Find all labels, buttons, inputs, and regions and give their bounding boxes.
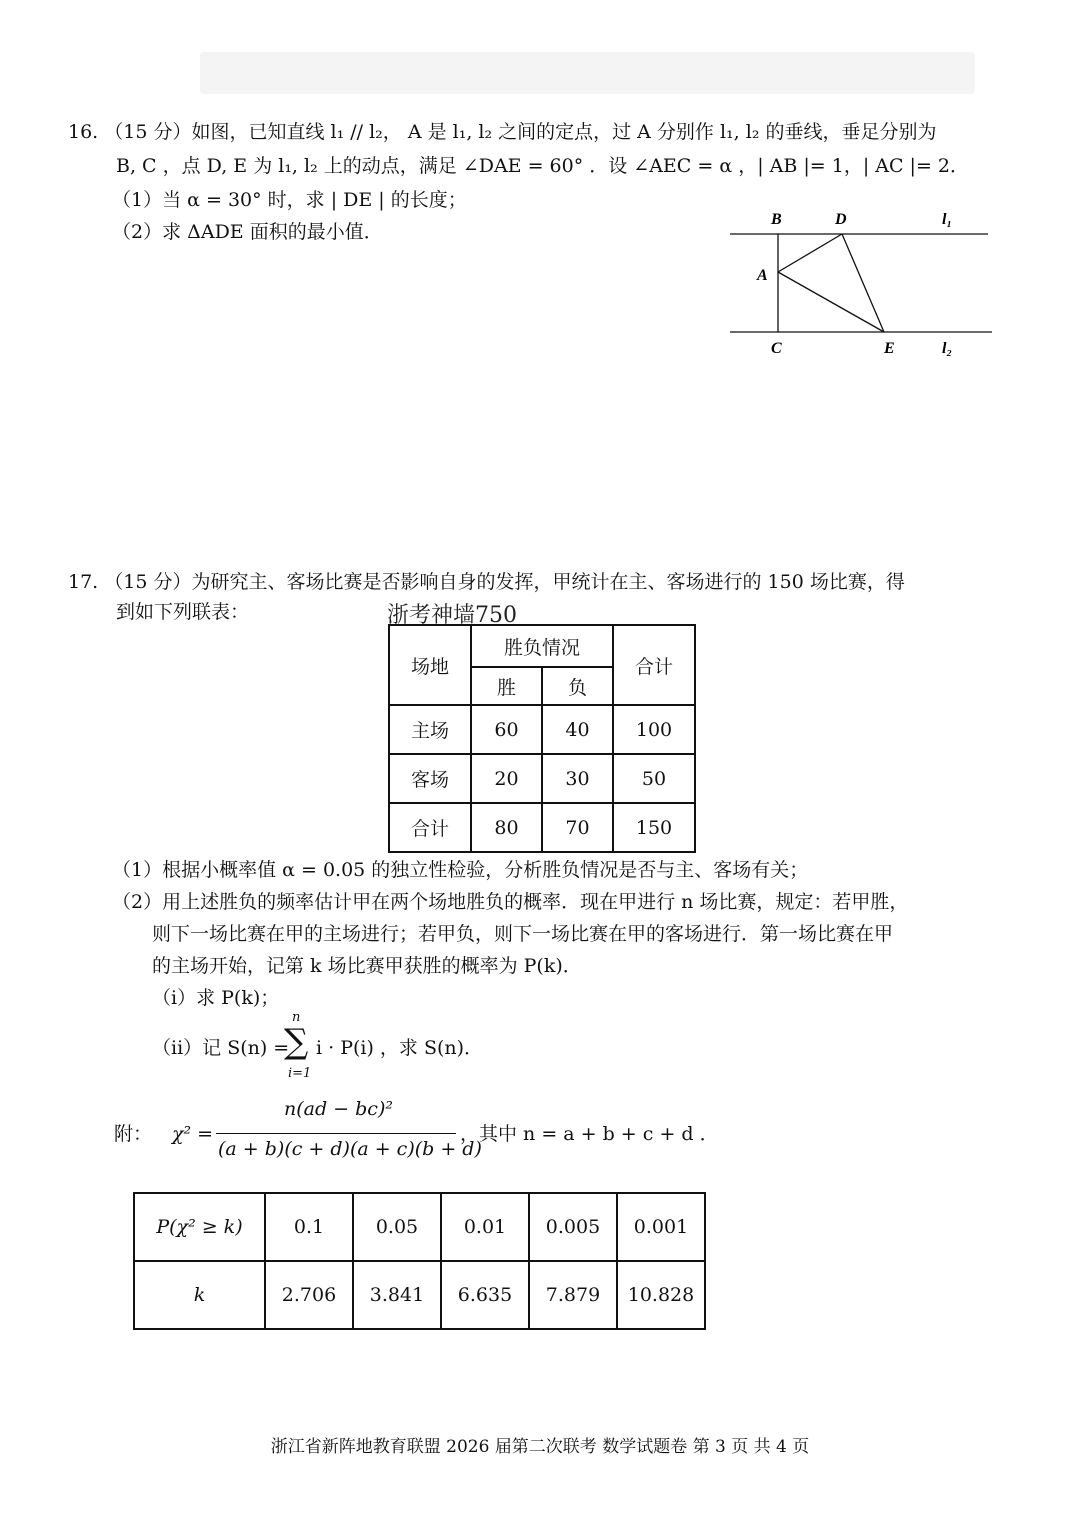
row-label: 合计 — [389, 803, 471, 852]
th-venue: 场地 — [389, 625, 471, 705]
segment-DE — [842, 234, 884, 332]
cell-total: 50 — [613, 754, 695, 803]
th-win: 胜 — [471, 667, 542, 705]
fraction-bar — [216, 1133, 456, 1134]
q17-sub-i: （i）求 P(k)； — [152, 987, 280, 1009]
p-value-cell: 0.01 — [441, 1193, 529, 1261]
q16-line2: B, C ，点 D, E 为 l₁, l₂ 上的动点，满足 ∠DAE = 60° ．设 ∠AEC = α ，| AB |= 1，| AC |= 2． — [116, 155, 970, 177]
cell-total: 100 — [613, 705, 695, 754]
crit-row2-label: k — [134, 1261, 265, 1329]
cell-total: 150 — [613, 803, 695, 852]
k-value-cell: 2.706 — [265, 1261, 353, 1329]
k-value-cell: 10.828 — [617, 1261, 705, 1329]
table-row — [389, 754, 695, 803]
sum-lower-limit: i=1 — [288, 1066, 312, 1081]
k-value-cell: 3.841 — [353, 1261, 441, 1329]
q17-part2-line1: （2）用上述胜负的频率估计甲在两个场地胜负的概率．现在甲进行 n 场比赛，规定：若甲胜， — [112, 891, 909, 913]
critical-value-table — [133, 1192, 706, 1330]
th-result: 胜负情况 — [471, 625, 613, 667]
row-label: 主场 — [389, 705, 471, 754]
q16-geometry-figure — [720, 200, 1010, 370]
label-B: B — [771, 211, 782, 228]
p-value-cell: 0.1 — [265, 1193, 353, 1261]
q16-line1: 16. （15 分）如图，已知直线 l₁ // l₂， A 是 l₁, l₂ 之间的定点，过 A 分别作 l₁, l₂ 的垂线，垂足分别为 — [68, 121, 937, 143]
chi-square-numerator: n(ad − bc)² — [284, 1098, 393, 1120]
q17-part1: （1）根据小概率值 α = 0.05 的独立性检验，分析胜负情况是否与主、客场有关； — [112, 859, 809, 881]
k-value-cell: 6.635 — [441, 1261, 529, 1329]
th-total: 合计 — [613, 625, 695, 705]
watermark-text: 浙考神墙750 — [387, 603, 517, 628]
th-loss: 负 — [542, 667, 613, 705]
q17-sub-ii-suffix: i · P(i) ，求 S(n)． — [316, 1037, 484, 1059]
chi-square-where: ，其中 n = a + b + c + d ． — [460, 1123, 719, 1145]
q16-part2: （2）求 ΔADE 面积的最小值． — [112, 221, 383, 243]
appendix-label: 附： — [114, 1123, 153, 1145]
segment-AE — [778, 272, 884, 332]
q17-part2-line2: 则下一场比赛在甲的主场进行；若甲负，则下一场比赛在甲的客场进行．第一场比赛在甲 — [152, 923, 894, 945]
cell-win: 60 — [471, 705, 542, 754]
p-value-cell: 0.005 — [529, 1193, 617, 1261]
sum-sign: ∑ — [284, 1022, 309, 1062]
label-A: A — [757, 267, 768, 284]
label-l1: l₁ — [942, 211, 953, 228]
q17-line2: 到如下列联表： — [116, 601, 250, 623]
chi-square-denominator: (a + b)(c + d)(a + c)(b + d) — [218, 1138, 482, 1160]
q17-part2-line3: 的主场开始，记第 k 场比赛甲获胜的概率为 P(k)． — [152, 955, 582, 977]
p-value-cell: 0.05 — [353, 1193, 441, 1261]
cell-loss: 30 — [542, 754, 613, 803]
cell-loss: 40 — [542, 705, 613, 754]
q16-part1: （1）当 α = 30° 时，求 | DE | 的长度； — [112, 189, 467, 211]
row-label: 客场 — [389, 754, 471, 803]
k-value-cell: 7.879 — [529, 1261, 617, 1329]
table-row — [389, 803, 695, 852]
q17-sub-ii-prefix: （ii）记 S(n) = — [152, 1037, 290, 1059]
chi-square-lhs: χ² = — [172, 1123, 214, 1145]
cell-win: 80 — [471, 803, 542, 852]
header-blur-bar — [200, 52, 975, 94]
label-E: E — [884, 340, 895, 357]
cell-win: 20 — [471, 754, 542, 803]
label-C: C — [771, 340, 782, 357]
sum-upper-limit: n — [292, 1010, 301, 1025]
table-row — [389, 705, 695, 754]
cell-loss: 70 — [542, 803, 613, 852]
contingency-table — [388, 624, 696, 853]
q17-line1: 17. （15 分）为研究主、客场比赛是否影响自身的发挥，甲统计在主、客场进行的 150 场比赛，得 — [68, 571, 905, 593]
page-footer: 浙江省新阵地教育联盟 2026 届第二次联考 数学试题卷 第 3 页 共 4 页 — [270, 1437, 810, 1457]
label-l2: l₂ — [942, 340, 953, 357]
p-value-cell: 0.001 — [617, 1193, 705, 1261]
label-D: D — [835, 211, 847, 228]
crit-row1-label: P(χ² ≥ k) — [134, 1193, 265, 1261]
segment-AD — [778, 234, 842, 272]
